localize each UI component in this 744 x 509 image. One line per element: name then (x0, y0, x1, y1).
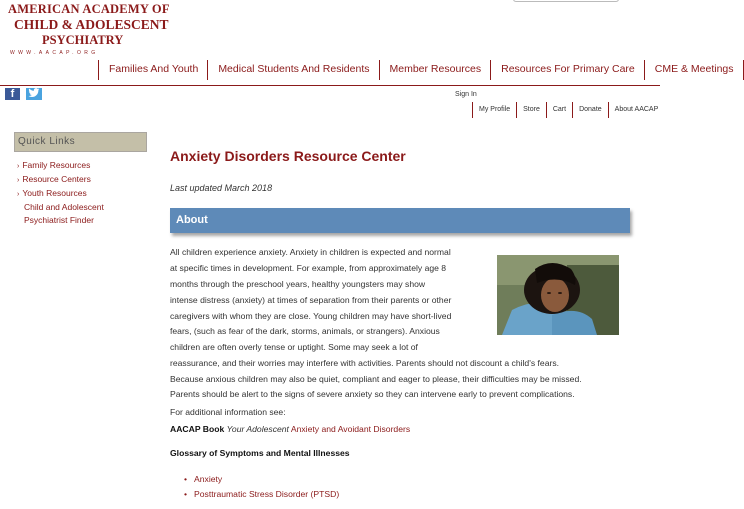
book-reference (170, 424, 410, 434)
search-input[interactable] (513, 0, 619, 2)
chevron-right-icon: › (17, 177, 20, 184)
body-line: months through the preschool years, healthy youngsters may show (170, 279, 426, 289)
book-title-rest: Anxiety and Avoidant Disorders (290, 424, 411, 434)
util-cart[interactable]: Cart (546, 102, 572, 118)
nav-medical-students[interactable]: Medical Students And Residents (207, 60, 378, 80)
quick-links-title: Quick Links (18, 136, 76, 147)
last-updated: Last updated March 2018 (170, 183, 273, 193)
glossary-heading: Glossary of Symptoms and Mental Illnesses (170, 448, 350, 458)
nav-member-resources[interactable]: Member Resources (379, 60, 491, 80)
about-section-bar (170, 208, 630, 233)
sign-in-link[interactable]: Sign In (455, 91, 477, 98)
main-nav (98, 60, 744, 80)
nav-families-and-youth[interactable]: Families And Youth (98, 60, 207, 80)
sidebar-item-psychiatrist-finder-line1[interactable]: Child and Adolescent (24, 202, 104, 212)
book-label: AACAP Book (170, 424, 225, 434)
article-photo (497, 255, 619, 335)
sidebar-item-family-resources[interactable]: › Family Resources (17, 160, 91, 170)
util-my-profile[interactable]: My Profile (472, 102, 516, 118)
body-line: caregivers with whom they are close. Young children may have short-lived (170, 311, 452, 321)
body-line: intense distress (anxiety) at times of separation from their parents or other (170, 295, 452, 305)
sidebar-item-youth-resources[interactable]: › Youth Resources (17, 188, 87, 198)
body-line: fears, (such as fear of the dark, storms, animals, or strangers). Anxious (170, 326, 440, 336)
page-title: Anxiety Disorders Resource Center (170, 148, 406, 164)
book-title-italic: Your Adolescent (226, 424, 289, 434)
glossary-link-anxiety[interactable]: • Anxiety (184, 474, 222, 484)
twitter-icon[interactable] (26, 88, 42, 100)
chevron-right-icon: › (17, 191, 20, 198)
facebook-icon[interactable]: f (5, 88, 20, 100)
body-line: reassurance, and their worries may interfere with activities. Parents should not discount a child's fears. (170, 358, 560, 368)
logo-line-1: AMERICAN ACADEMY OF (8, 2, 170, 16)
additional-info-label: For additional information see: (170, 407, 286, 417)
nav-primary-care[interactable]: Resources For Primary Care (490, 60, 644, 80)
chevron-right-icon: › (17, 163, 20, 170)
nav-cme-meetings[interactable]: CME & Meetings (644, 60, 744, 80)
util-about-aacap[interactable]: About AACAP (608, 102, 665, 118)
body-line: at specific times in development. For example, from approximately age 8 (170, 263, 447, 273)
util-donate[interactable]: Donate (572, 102, 608, 118)
quick-links-header (14, 132, 147, 152)
sidebar-item-psychiatrist-finder-line2[interactable]: Psychiatrist Finder (24, 215, 94, 225)
body-line: All children experience anxiety. Anxiety in children is expected and normal (170, 247, 451, 257)
glossary-link-ptsd[interactable]: • Posttraumatic Stress Disorder (PTSD) (184, 489, 339, 499)
header-divider (0, 85, 660, 86)
logo-line-2: CHILD & ADOLESCENT (14, 17, 169, 32)
sidebar-item-resource-centers[interactable]: › Resource Centers (17, 174, 91, 184)
aacap-logo[interactable] (8, 2, 170, 60)
logo-url: WWW.AACAP.ORG (10, 50, 99, 56)
utility-nav (472, 102, 664, 118)
logo-line-3: PSYCHIATRY (42, 33, 124, 47)
book-title-link[interactable] (227, 424, 410, 434)
util-store[interactable]: Store (516, 102, 546, 118)
body-line: Parents should be alert to the signs of severe anxiety so they can intervene early to prevent complications. (170, 389, 575, 399)
body-line: Because anxious children may also be quiet, compliant and eager to please, their difficulties may be missed. (170, 374, 582, 384)
body-line: children are often overly tense or uptight. Some may seek a lot of (170, 342, 418, 352)
about-heading: About (176, 214, 208, 226)
